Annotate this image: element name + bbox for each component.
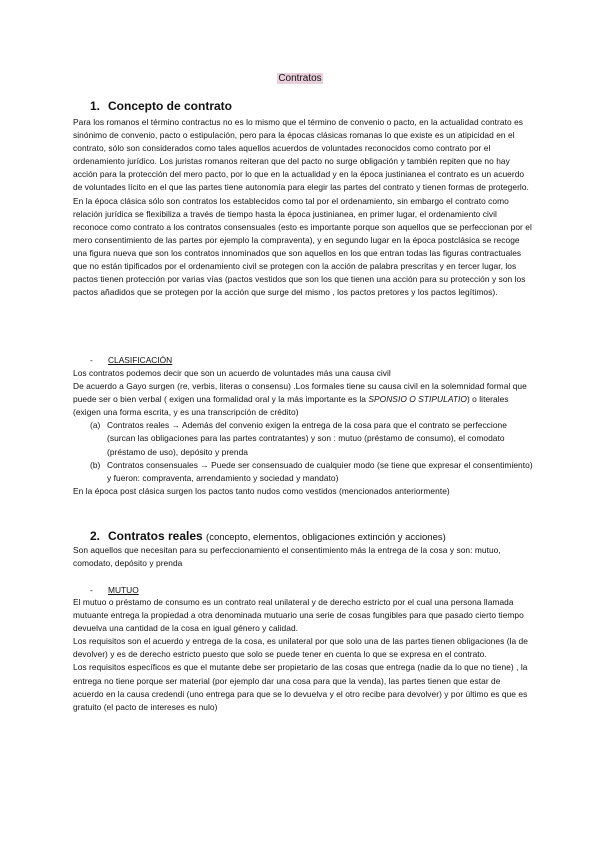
clasificacion-body (73, 367, 533, 498)
mutuo-bullet (90, 584, 139, 596)
clasificacion-label: CLASIFICACIÓN (108, 355, 173, 365)
section-2-text: Son aquellos que necesitan para su perfeccionamiento el consentimiento más la entrega de la cosa y son: mutuo, comodato, depósito y prenda (73, 545, 501, 569)
list-item-b (73, 459, 533, 485)
section-2-subtitle: (concepto, elementos, obligaciones extinción y acciones) (206, 532, 446, 543)
list-marker-a: (a) (90, 420, 101, 431)
section-2-heading (90, 529, 446, 545)
mutuo-body (73, 596, 533, 714)
mutuo-paragraph-1: El mutuo o préstamo de consumo es un contrato real unilateral y de derecho estricto por el cual una persona llamada mutuante entrega la propiedad a otra denominada mutuario una serie de cosas fungibles para que pasado cierto tiempo devuelva una cantidad de la cosa en igual género y calidad. (73, 597, 524, 634)
list-item-a (73, 419, 533, 458)
document-title (0, 72, 600, 85)
list-item-b-text: Contratos consensuales → Puede ser consensuado de cualquier modo (se tiene que expresar el consentimiento) y fueron: compraventa, arrendamiento y sociedad y mandato) (107, 459, 533, 483)
clasificacion-closing: En la época post clásica surgen los pactos tanto nudos como vestidos (mencionados anteriormente) (73, 485, 450, 496)
section-1-title: Concepto de contrato (108, 99, 233, 113)
bullet-dash: - (90, 585, 93, 595)
section-1-text: Para los romanos el término contractus no es lo mismo que el término de convenio o pacto, en la actualidad contrato es sinónimo de convenio, pacto o estipulación, pero para la épocas clásicas romanas lo que existe es un atipicidad en el contrato, sólo son considerados como tales aquellos acuerdos de voluntades reconocidos como contrato por el ordenamiento jurídico. Los juristas romanos reiteran que del pacto no surge obligación y también repiten que no hay acción para la protección del mero pacto, por lo que en la actualidad y en la época justinianea el contrato es un acuerdo de voluntades lícito en el que las partes tiene autonomía para elegir las partes del contrato y tienen formas de protegerlo. En la época clásica sólo son contratos los establecidos como tal por el ordenamiento, sin embargo el contrato como relación jurídica se flexibiliza a través de tiempo hasta la época justinianea, en primer lugar, el ordenamiento civil reconoce como contrato a los contratos consensuales (esto es importante porque son aquellos que se perfeccionan por el mero consentimiento de las partes por ejemplo la compraventa), y en segundo lugar en la época postclásica se recoge una figura nueva que son los contratos innominados que son aquellos en los que entran todas las figuras contractuales que no están tipificados por el ordenamiento civil se protegen con la acción de palabra prescritas y en tercer lugar, los pactos tienen protección por varias vías (pactos vestidos que son los que tienen una acción para su protección y son los pactos añadidos que se protegen por la acción que surge del mismo , los pactos pretores y los pactos legítimos). (73, 117, 532, 298)
section-1-heading (90, 99, 232, 114)
bullet-dash: - (90, 355, 93, 365)
clasificacion-bullet (90, 354, 172, 366)
mutuo-paragraph-3: Los requisitos específicos es que el mutante debe ser propietario de las cosas que entrega (nadie da lo que no tiene) , la entrega no tiene porque ser material (por ejemplo dar una cosa para que la venda), las partes tienen que estar de acuerdo en la causa credendi (uno entrega para que se lo devuelva y el otro recibe para devolver) y por último es que es gratuito (el pacto de intereses es nulo) (73, 662, 528, 712)
mutuo-label: MUTUO (108, 585, 139, 595)
section-1-number: 1. (90, 99, 101, 113)
section-2-title: Contratos reales (108, 529, 203, 543)
section-2-paragraph (73, 544, 533, 570)
mutuo-paragraph-2: Los requisitos son el acuerdo y entrega de la cosa, es unilateral por que solo una de las partes tienen obligaciones (la de devolver) y es de derecho estricto puesto que solo se puede tener en cuenta lo que se expresa en el contrato. (73, 636, 528, 660)
document-title-text: Contratos (278, 73, 322, 84)
clasificacion-line-2 (73, 380, 533, 419)
section-2-number: 2. (90, 529, 101, 543)
clasificacion-line-2-start: De acuerdo a Gayo surgen (re, verbis, literas o consensu) .Los formales tiene su causa civil en la solemnidad formal que puede ser o bien verbal ( exigen una formalidad oral y la más importante es la (73, 381, 527, 405)
section-1-paragraph (73, 116, 533, 299)
clasificacion-line-1: Los contratos podemos decir que son un acuerdo de voluntades más una causa civil (73, 368, 391, 378)
list-marker-b: (b) (90, 459, 101, 470)
sponsio-term: SPONSIO O STIPULATIO (368, 394, 467, 405)
clasificacion-line-2-end: ) o literales (exigen una forma escrita, y es una transcripción de crédito) (73, 394, 509, 418)
list-item-a-text: Contratos reales → Además del convenio exigen la entrega de la cosa para que el contrato se perfeccione (surcan las obligaciones para las partes contratantes) y son : mutuo (préstamo de consumo), el comodato (préstamo de uso), depósito y prenda (107, 420, 507, 457)
